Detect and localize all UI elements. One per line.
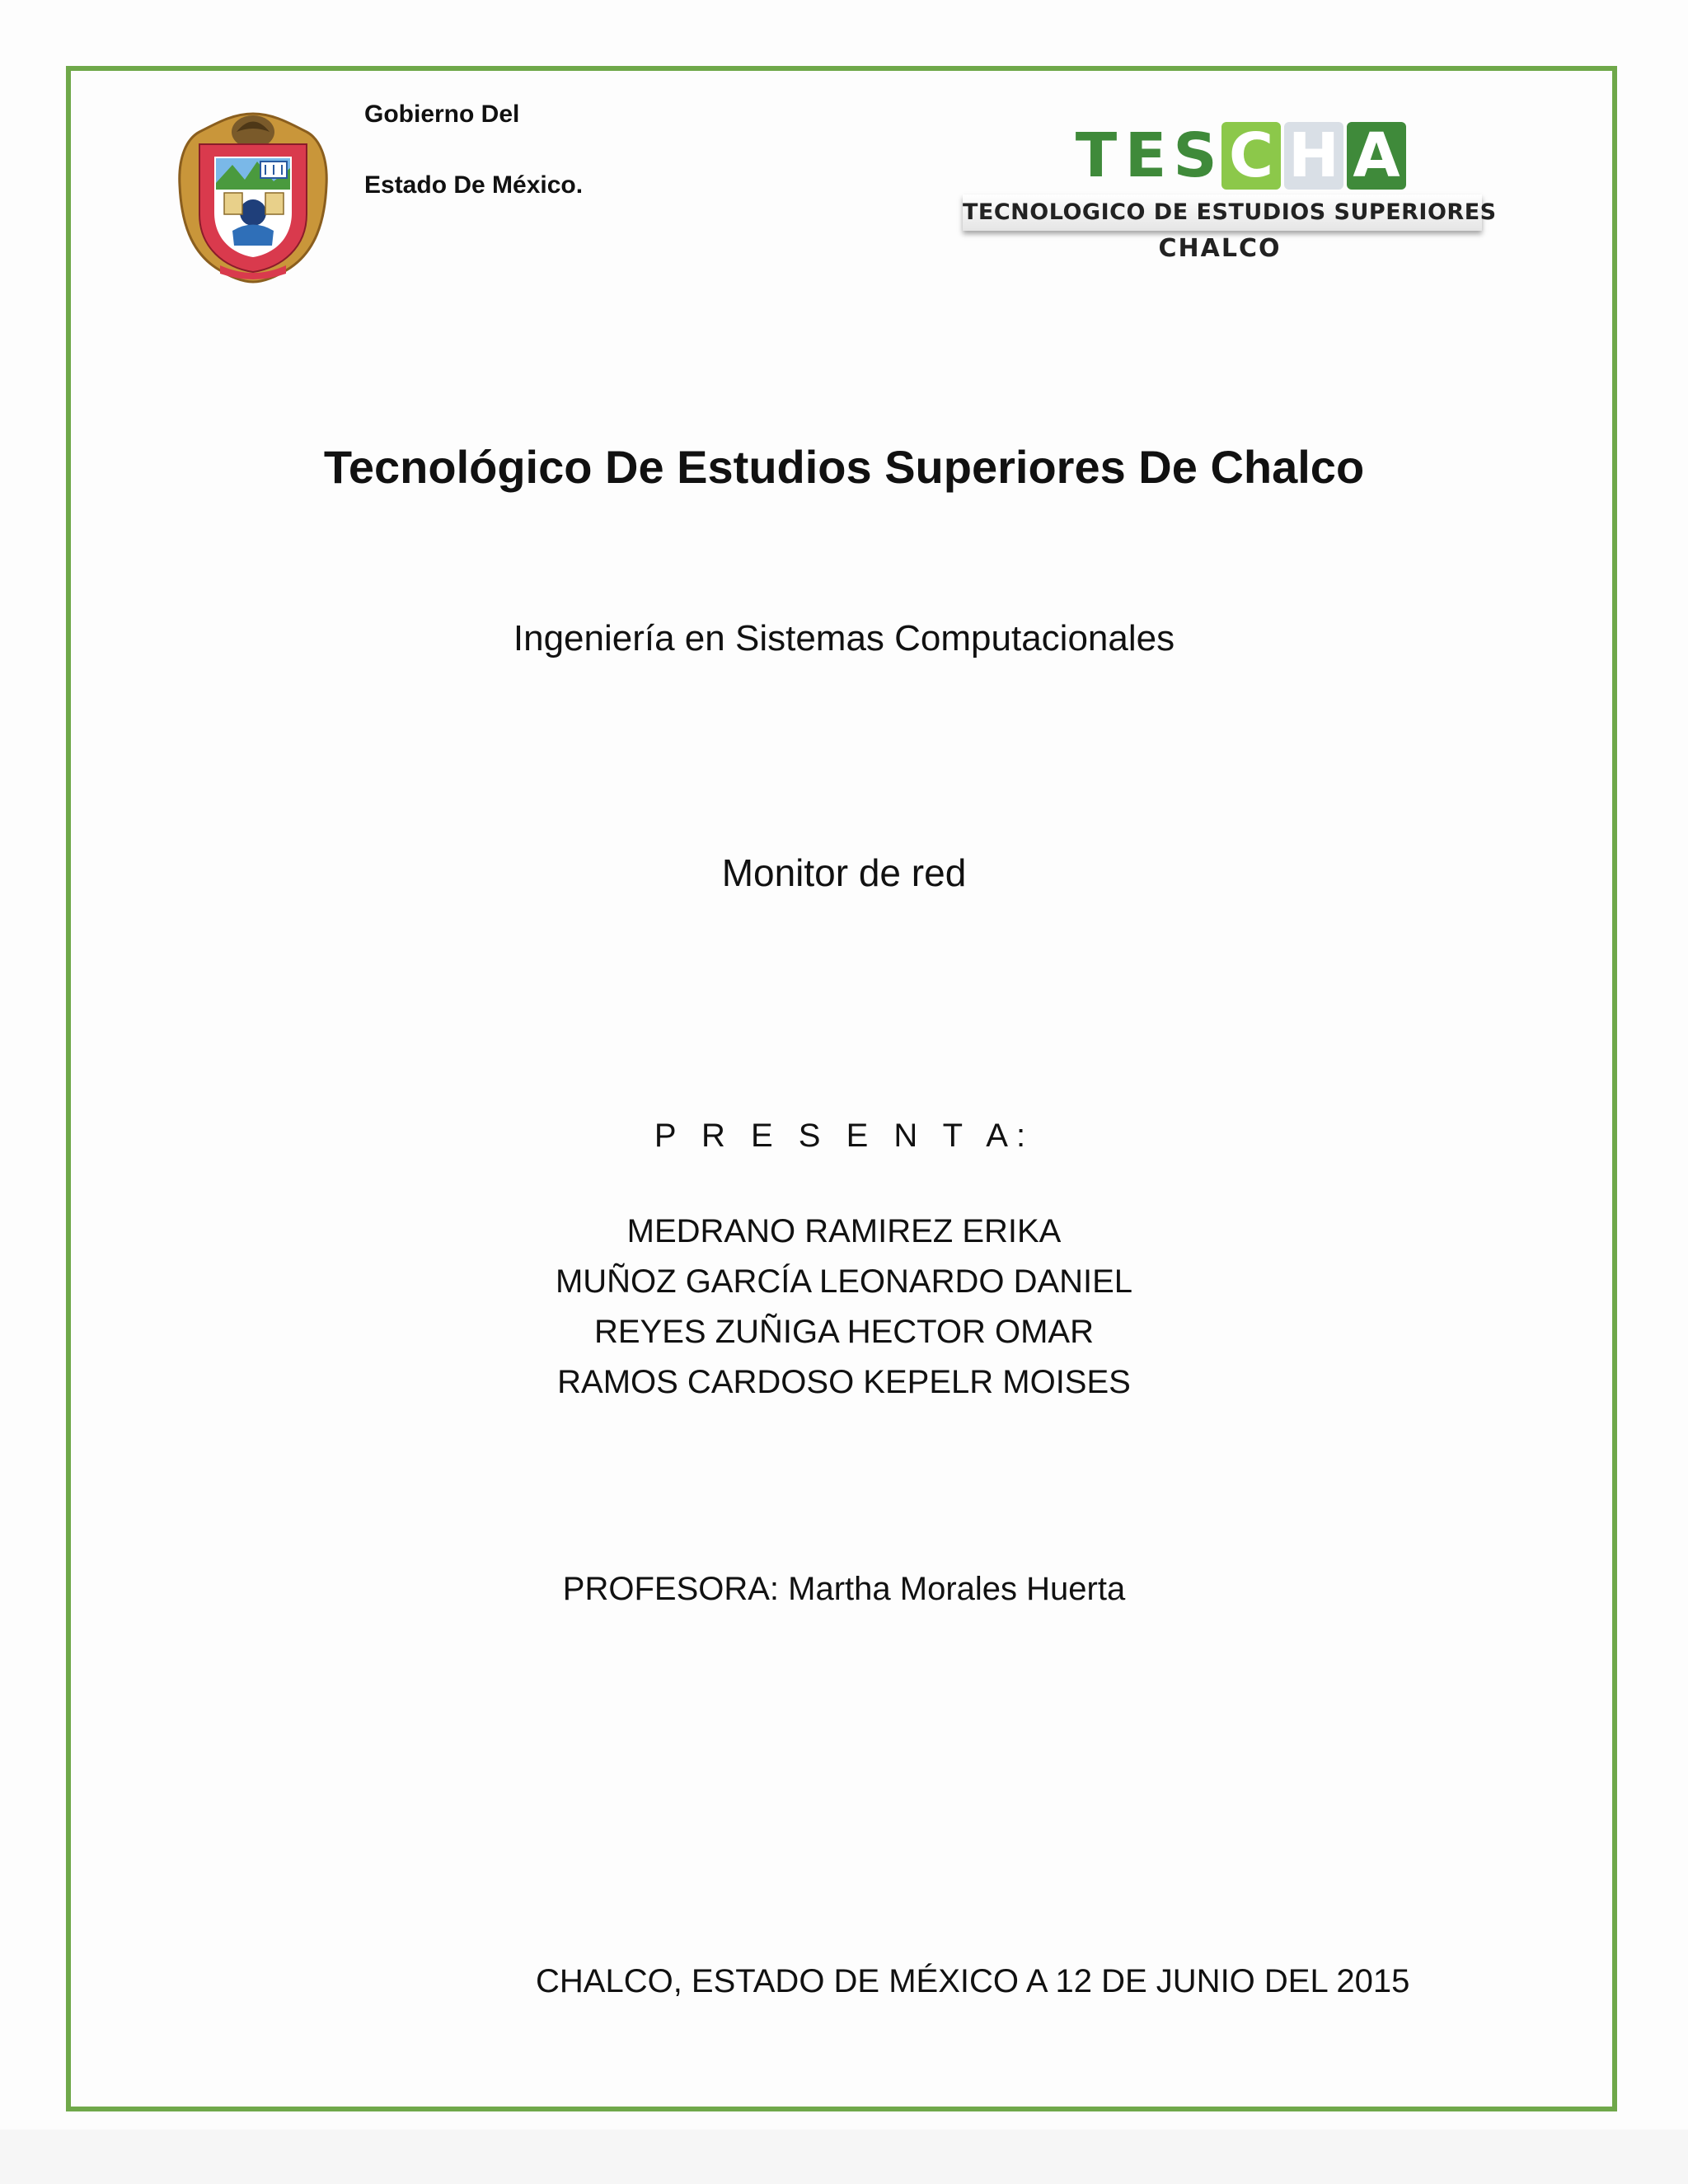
student-name: MUÑOZ GARCÍA LEONARDO DANIEL [555,1263,1133,1300]
logo-subtitle: TECNOLOGICO DE ESTUDIOS SUPERIORES [963,194,1482,231]
logo-wordmark [1073,122,1406,190]
professor-line: PROFESORA: Martha Morales Huerta [562,1571,1126,1607]
coat-of-arms-icon [175,107,331,284]
logo-letter-c: C [1221,122,1281,190]
document-topic: Monitor de red [721,851,967,894]
student-name: RAMOS CARDOSO KEPELR MOISES [557,1364,1131,1400]
tescha-logo [956,120,1497,270]
logo-letter-s: S [1173,120,1217,191]
logo-letter-t: T [1075,120,1118,191]
government-line-2: Estado De México. [364,171,584,199]
student-list [0,1207,1688,1408]
logo-subtitle-city: CHALCO [1158,234,1282,263]
page-bottom-strip [0,2130,1688,2184]
presents-label: P R E S E N T A: [654,1118,1034,1154]
place-and-date: CHALCO, ESTADO DE MÉXICO A 12 DE JUNIO DEL 2015 [536,1963,1410,1999]
career-name: Ingeniería en Sistemas Computacionales [513,618,1175,658]
institution-title: Tecnológico De Estudios Superiores De Chalco [323,441,1365,493]
logo-letter-a: A [1347,122,1406,190]
logo-letter-h: H [1284,122,1343,190]
student-name: MEDRANO RAMIREZ ERIKA [626,1213,1062,1249]
logo-letter-e: E [1124,120,1167,191]
government-line-1: Gobierno Del [364,101,520,128]
page-border [66,66,1617,2111]
student-name: REYES ZUÑIGA HECTOR OMAR [593,1314,1094,1350]
